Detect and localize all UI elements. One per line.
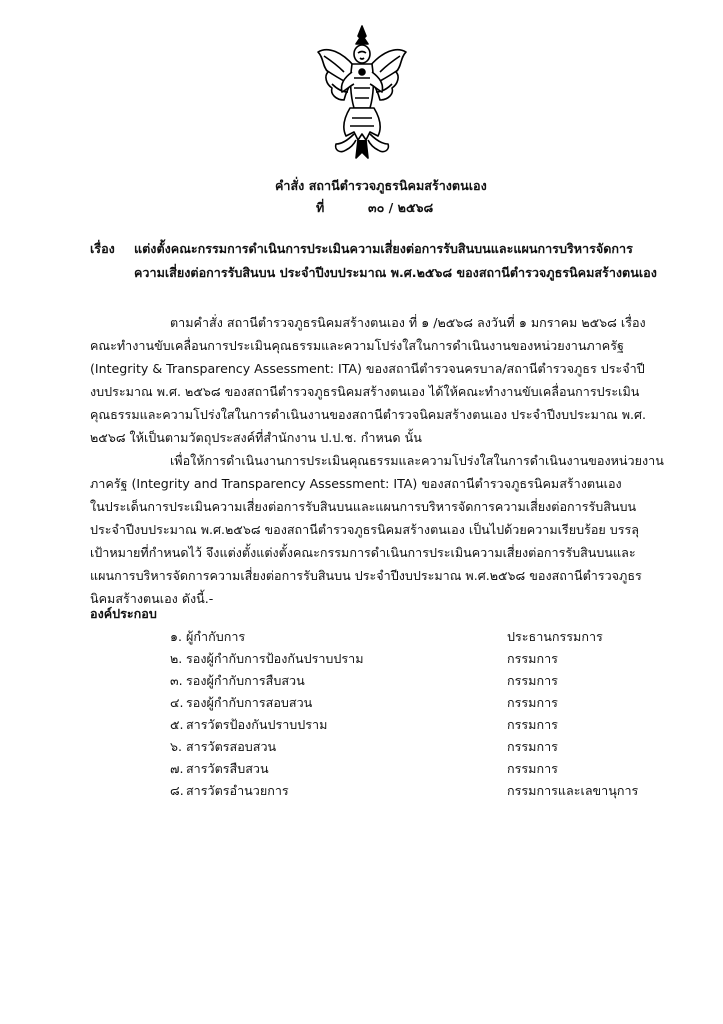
paragraph-line: (Integrity & Transparency Assessment: ITA) ของสถานีตำรวจนครบาล/สถานีตำรวจภูธร ประจำปี <box>90 361 645 376</box>
member-position: สารวัตรสอบสวน <box>186 739 277 754</box>
member-num: ๔. <box>170 695 184 710</box>
member-position: ผู้กำกับการ <box>186 629 246 644</box>
paragraph-line: เป้าหมายที่กำหนดไว้ จึงแต่งตั้งแต่งตั้งคณะกรรมการดำเนินการประเมินความเสี่ยงต่อการรับสินบนและ <box>90 545 636 560</box>
member-position: สารวัตรป้องกันปราบปราม <box>186 717 328 732</box>
paragraph-line: ๒๕๖๘ ให้เป็นตามวัตถุประสงค์ที่สำนักงาน ป.ป.ช. กำหนด นั้น <box>90 430 422 445</box>
paragraph-line: แผนการบริหารจัดการความเสี่ยงต่อการรับสินบน ประจำปีงบประมาณ พ.ศ.๒๕๖๘ ของสถานีตำรวจภูธร <box>90 568 642 583</box>
subject-line-2: ความเสี่ยงต่อการรับสินบน ประจำปีงบประมาณ พ.ศ.๒๕๖๘ ของสถานีตำรวจภูธรนิคมสร้างตนเอง <box>134 265 657 280</box>
order-title: คำสั่ง สถานีตำรวจภูธรนิคมสร้างตนเอง <box>275 178 487 193</box>
paragraph-line: งบประมาณ พ.ศ. ๒๕๖๘ ของสถานีตำรวจภูธรนิคมสร้างตนเอง ได้ให้คณะทำงานขับเคลื่อนการประเมิน <box>90 384 640 399</box>
member-num: ๓. <box>170 673 183 688</box>
paragraph-line: เพื่อให้การดำเนินงานการประเมินคุณธรรมและความโปร่งใสในการดำเนินงานของหน่วยงาน <box>170 453 664 468</box>
member-role: กรรมการ <box>507 673 558 688</box>
garuda-emblem-icon <box>314 22 410 162</box>
member-num: ๖. <box>170 739 182 754</box>
paragraph-line: คณะทำงานขับเคลื่อนการประเมินคุณธรรมและความโปร่งใสในการดำเนินงานของหน่วยงานภาครัฐ <box>90 338 624 353</box>
subject-label: เรื่อง <box>90 241 115 256</box>
paragraph-line: คุณธรรมและความโปร่งใสในการดำเนินงานของสถานีตำรวจนิคมสร้างตนเอง ประจำปีงบประมาณ พ.ศ. <box>90 407 647 422</box>
order-number-value: ๓๐ / ๒๕๖๘ <box>368 200 434 215</box>
member-position: รองผู้กำกับการป้องกันปราบปราม <box>186 651 364 666</box>
paragraph-line: ตามคำสั่ง สถานีตำรวจภูธรนิคมสร้างตนเอง ที่ ๑ /๒๕๖๘ ลงวันที่ ๑ มกราคม ๒๕๖๘ เรื่อง <box>170 315 646 330</box>
member-position: สารวัตรสืบสวน <box>186 761 269 776</box>
member-position: สารวัตรอำนวยการ <box>186 783 289 798</box>
member-role: กรรมการและเลขานุการ <box>507 783 639 798</box>
order-number-label: ที่ <box>316 200 325 215</box>
member-num: ๗. <box>170 761 184 776</box>
paragraph-line: ในประเด็นการประเมินความเสี่ยงต่อการรับสินบนและแผนการบริหารจัดการความเสี่ยงต่อการรับสินบน <box>90 499 637 514</box>
composition-label: องค์ประกอบ <box>90 606 157 621</box>
member-position: รองผู้กำกับการสืบสวน <box>186 673 305 688</box>
member-num: ๑. <box>170 629 182 644</box>
member-role: กรรมการ <box>507 717 558 732</box>
member-num: ๘. <box>170 783 184 798</box>
member-role: กรรมการ <box>507 695 558 710</box>
member-role: ประธานกรรมการ <box>507 629 603 644</box>
paragraph-line: นิคมสร้างตนเอง ดังนี้.- <box>90 591 214 606</box>
subject-line-1: แต่งตั้งคณะกรรมการดำเนินการประเมินความเสี่ยงต่อการรับสินบนและแผนการบริหารจัดการ <box>134 241 633 256</box>
member-position: รองผู้กำกับการสอบสวน <box>186 695 313 710</box>
member-num: ๕. <box>170 717 184 732</box>
member-role: กรรมการ <box>507 651 558 666</box>
member-role: กรรมการ <box>507 761 558 776</box>
member-role: กรรมการ <box>507 739 558 754</box>
member-num: ๒. <box>170 651 183 666</box>
paragraph-line: ภาครัฐ (Integrity and Transparency Assessment: ITA) ของสถานีตำรวจภูธรนิคมสร้างตนเอง <box>90 476 622 491</box>
paragraph-line: ประจำปีงบประมาณ พ.ศ.๒๕๖๘ ของสถานีตำรวจภูธรนิคมสร้างตนเอง เป็นไปด้วยความเรียบร้อย บรรลุ <box>90 522 640 537</box>
